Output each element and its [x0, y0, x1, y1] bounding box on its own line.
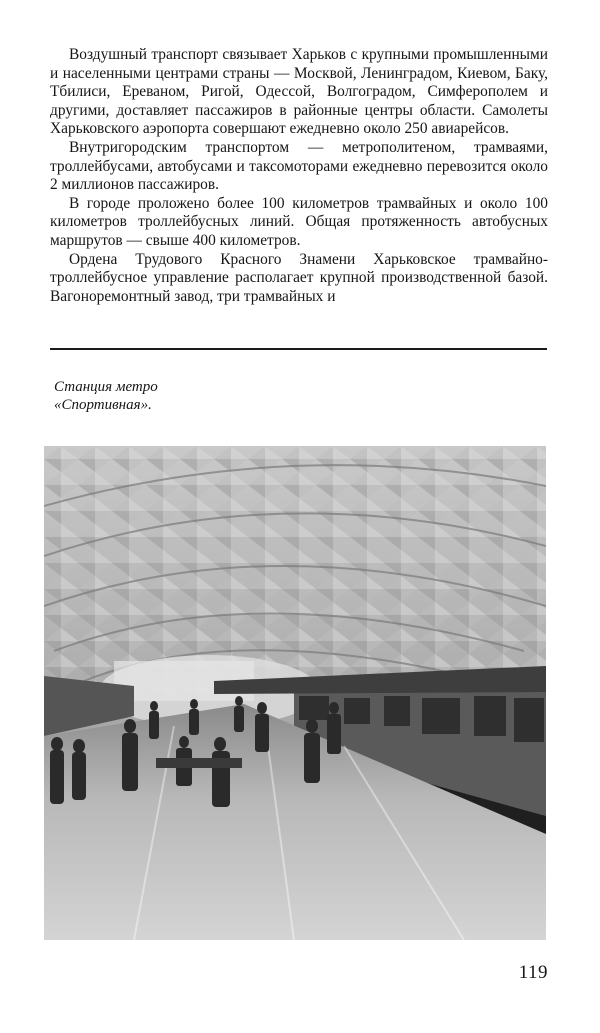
paragraph-tram-depot: Ордена Трудового Красного Знамени Харьковское трамвайно-троллейбусное управление располагает крупной производственной базой. Вагоноремонтный завод, три трамвайных и — [50, 250, 548, 305]
caption-line-1: Станция метро — [54, 379, 158, 395]
photo-caption — [54, 378, 274, 414]
paragraph-city-transport: Внутригородским транспортом — метрополитеном, трамваями, троллейбусами, автобусами и таксомоторами ежедневно перевозится около 2 миллионов пассажиров. — [50, 138, 548, 194]
metro-station-photo — [44, 446, 546, 940]
page-number: 119 — [518, 962, 548, 983]
horizontal-rule — [50, 348, 547, 350]
body-text — [50, 46, 548, 306]
paragraph-air-transport: Воздушный транспорт связывает Харьков с крупными промышленными и населенными центрами страны — Москвой, Ленинградом, Киевом, Баку, Тбилиси, Ереваном, Ригой, Одессой, Волгоградом, Симферополем и другими, доставляет пассажиров в районные центры области. Самолеты Харьковского аэропорта совершают ежедневно около 250 авиарейсов. — [50, 46, 548, 138]
caption-line-2: «Спортивная». — [54, 397, 152, 413]
paragraph-tram-lines: В городе проложено более 100 километров трамвайных и около 100 километров троллейбусных линий. Общая протяженность автобусных маршрутов — свыше 400 километров. — [50, 194, 548, 249]
